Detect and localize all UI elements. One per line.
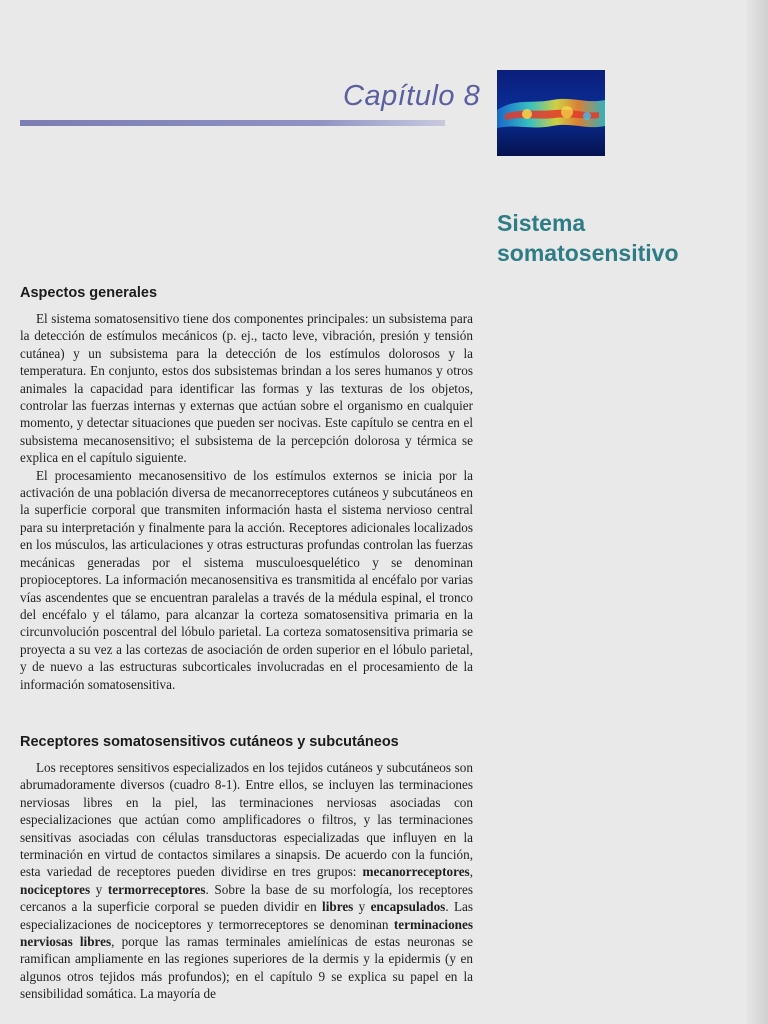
chapter-subject-line2: somatosensitivo [497,240,679,266]
chapter-subject-title [497,208,679,268]
bold-term: terminaciones nerviosas libres [20,916,473,950]
text-run: Los receptores sensitivos especializados en los tejidos cutáneos y subcutáneos son abrumadoramente diversos (cuadro 8-1). Entre ellos, se incluyen las terminaciones nerviosas libres en la piel, las terminaciones nerviosas asociadas con especializaciones que actúan como amplificadores o filtros, y las terminaciones sensitivas asociadas con células transductoras especializadas que influyen en la terminación en virtud de contactos similares a sinapsis. De acuerdo con la función, esta variedad de receptores pueden dividirse en tres grupos: [20,760,473,880]
chapter-subject-line1: Sistema [497,210,586,236]
bold-term: libres [322,899,354,915]
text-run: y [353,899,371,915]
section-heading-receptors: Receptores somatosensitivos cutáneos y subcutáneos [20,734,399,750]
chapter-illustration [497,70,605,156]
text-run: y [90,881,108,897]
text-run: . Sobre la base de su morfología, los receptores cercanos a la superficie corporal se pueden dividir en [20,881,474,915]
section-heading-general: Aspectos generales [20,285,158,301]
bold-term: mecanorreceptores [362,864,470,880]
paragraph: El procesamiento mecanosensitivo de los estímulos externos se inicia por la activación de una población diversa de mecanorreceptores cutáneos y subcutáneos en la superficie corporal que transmiten información hasta el sistema nervioso central para su interpretación y finalmente para la acción. Receptores adicionales localizados en los músculos, las articulaciones y otras estructuras profundas controlan las fuerzas mecánicas generadas por el sistema musculoesquelético y se denominan propioceptores. La información mecanosensitiva es transmitida al encéfalo por varias vías ascendentes que se encuentran paralelas a través de la médula espinal, el tronco del encéfalo y el tálamo, para alcanzar la corteza somatosensitiva primaria en la circunvolución poscentral del lóbulo parietal. La corteza somatosensitiva primaria se proyecta a su vez a las cortezas de asociación de orden superior en el lóbulo parietal, y de nuevo a las estructuras subcorticales involucradas en el procesamiento de la información somatosensitiva. [20,467,473,692]
heatmap-illustration [497,70,605,156]
text-run: , porque las ramas terminales amielínicas de estas neuronas se ramifican ampliamente en las regiones superiores de la dermis y la epidermis (y en algunos otros tejidos más profundos); en el capítulo 9 se explica su papel en la sensibilidad somática. La mayoría de [20,934,473,1002]
text-run: , [469,864,473,880]
bold-term: termorreceptores [107,881,206,897]
chapter-rule [20,120,445,126]
bold-term: nociceptores [20,881,91,897]
section-general-text [20,310,473,693]
chapter-title: Capítulo 8 [343,80,481,112]
page-edge-shadow [746,0,768,1024]
text-run: . Las especializaciones de nociceptores y termorreceptores se denominan [20,899,473,932]
section-receptors-text [20,759,473,1003]
paragraph [20,759,473,1003]
bold-term: encapsulados [370,899,446,915]
paragraph: El sistema somatosensitivo tiene dos componentes principales: un subsistema para la detección de estímulos mecánicos (p. ej., tacto leve, vibración, presión y tensión cutánea) y un subsistema para la detección de los estímulos dolorosos y la temperatura. En conjunto, estos dos subsistemas brindan a los seres humanos y otros animales la capacidad para identificar las formas y las texturas de los objetos, controlar las fuerzas internas y externas que actúan sobre el organismo en cualquier momento, y detectar situaciones que pueden ser nocivas. Este capítulo se centra en el subsistema mecanosensitivo; el subsistema de la percepción dolorosa y térmica se explica en el capítulo siguiente. [20,311,473,466]
